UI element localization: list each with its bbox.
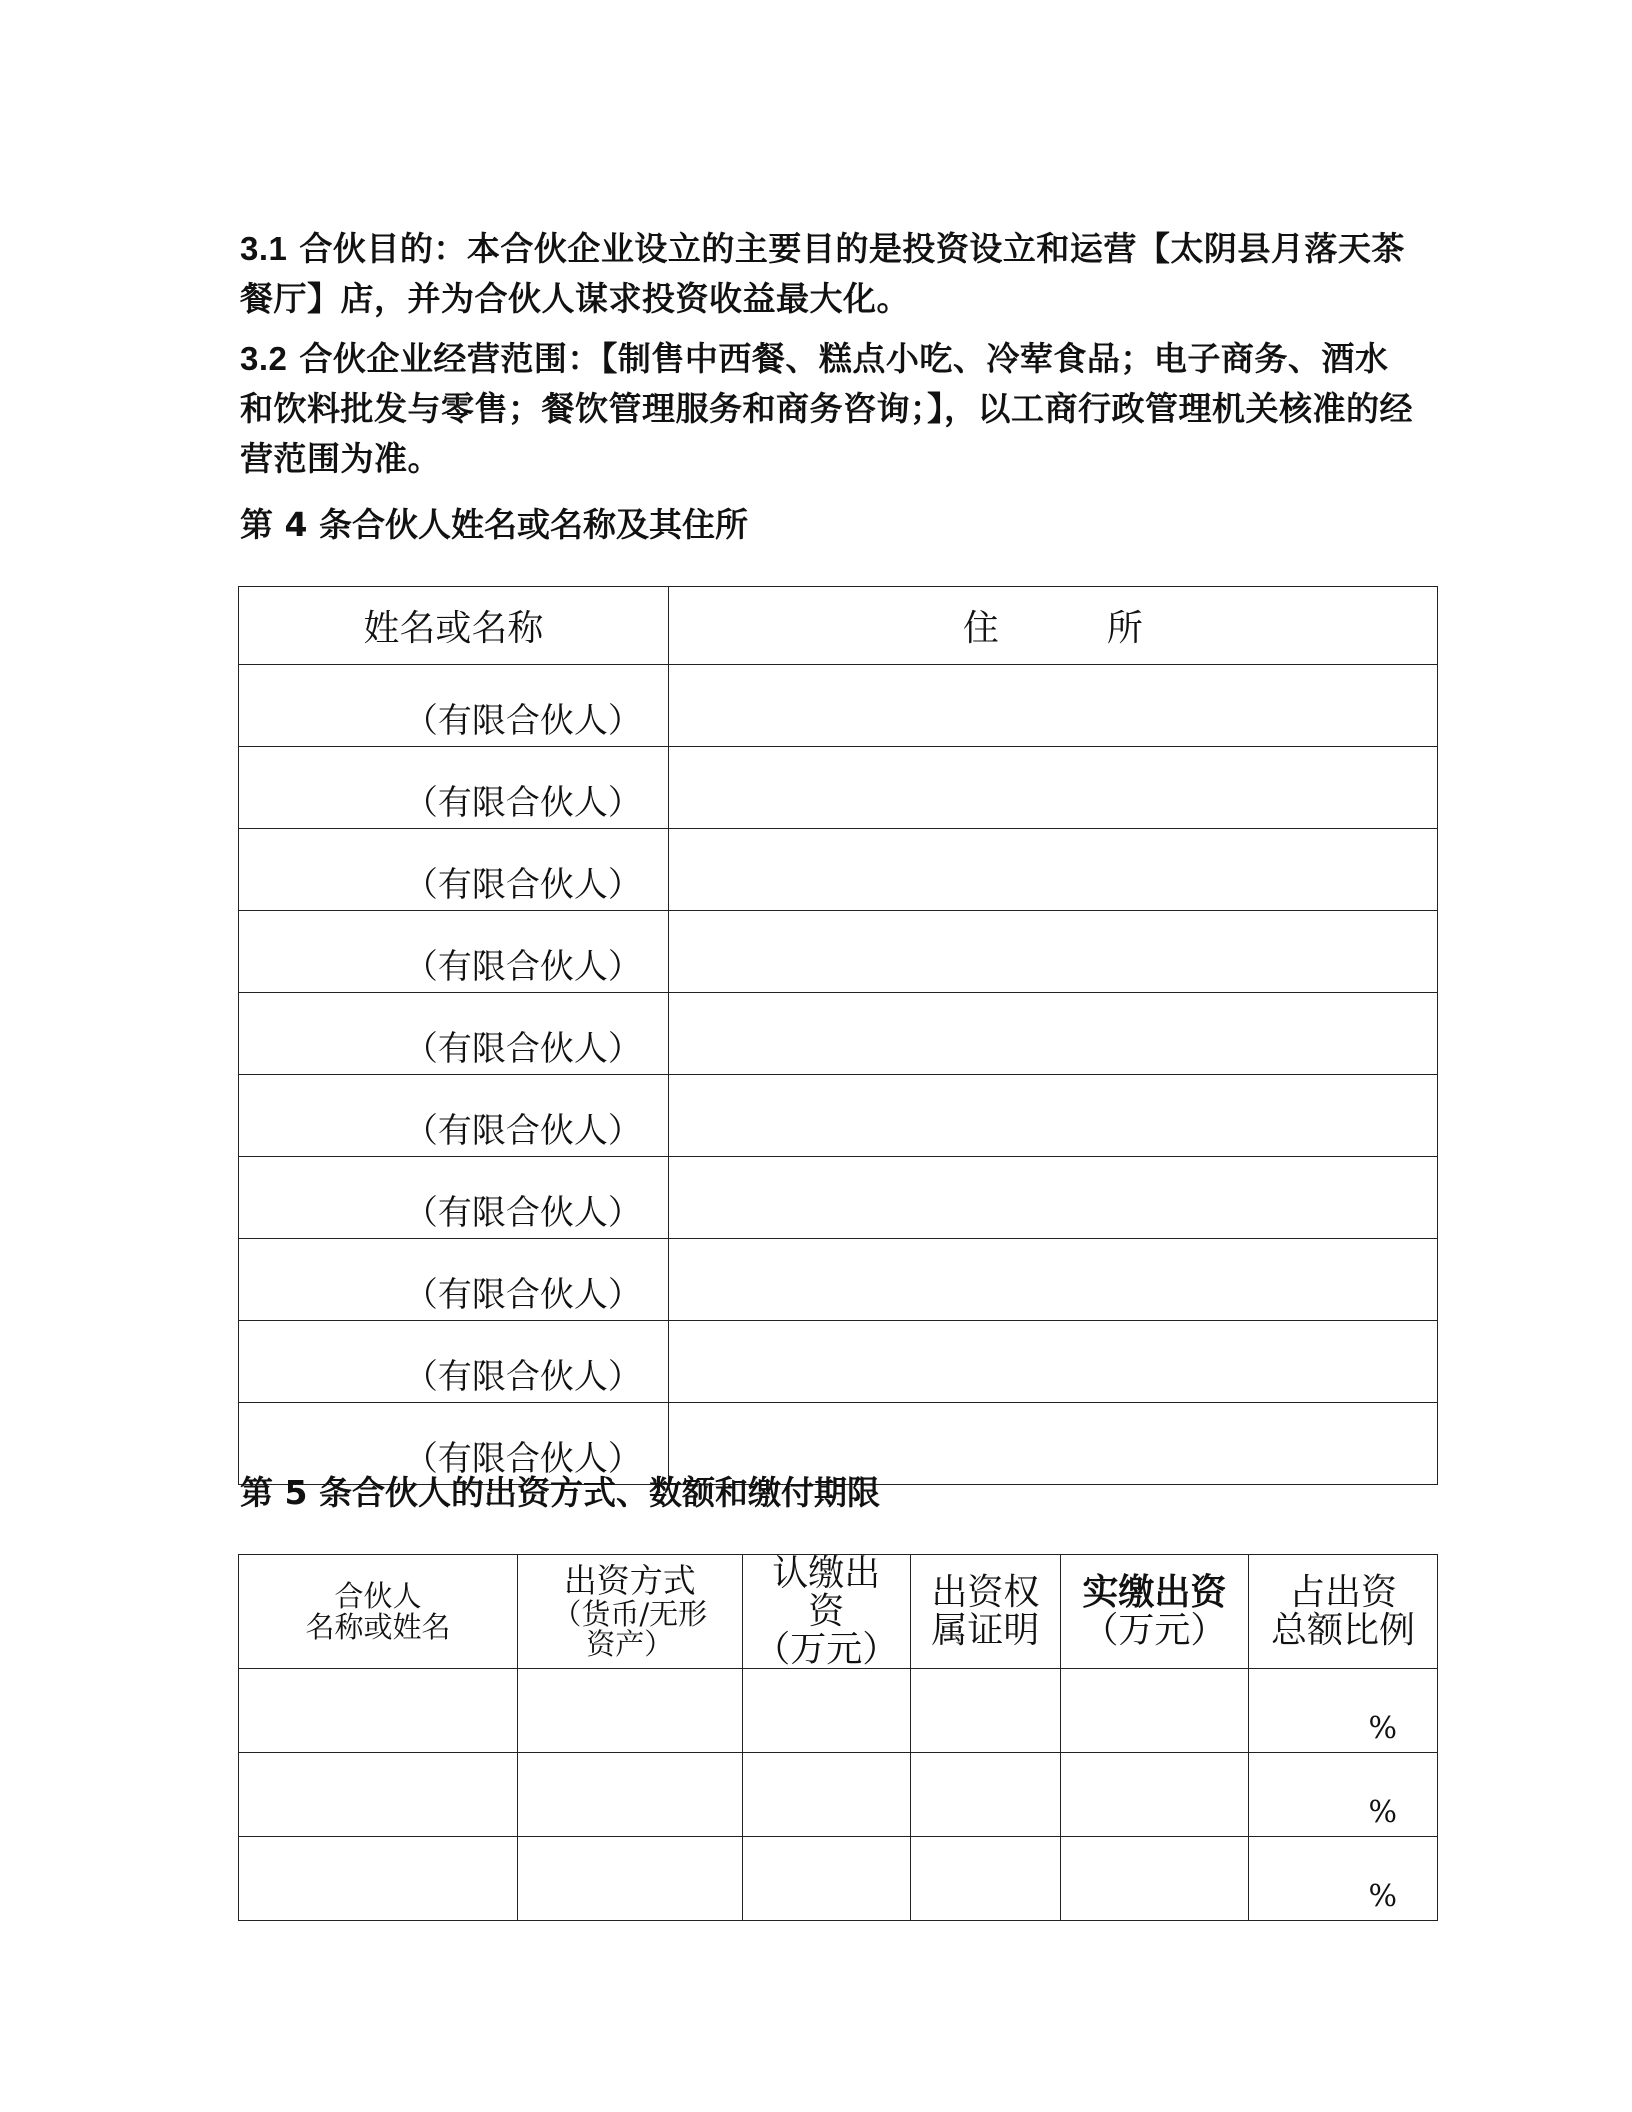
partner-name-cell[interactable]: （有限合伙人） <box>239 1403 669 1485</box>
proof-cell[interactable] <box>910 1669 1060 1753</box>
partner-address-table <box>238 586 1438 1485</box>
partner-name-cell[interactable]: （有限合伙人） <box>239 829 669 911</box>
section-5-heading: 第 5 条合伙人的出资方式、数额和缴付期限 <box>240 1473 880 1512</box>
partner-name-cell[interactable]: （有限合伙人） <box>239 665 669 747</box>
paid-cell[interactable] <box>1060 1753 1248 1837</box>
table-row <box>239 1669 1438 1753</box>
header-line: 出资方式 <box>563 1560 696 1600</box>
partner-address-cell[interactable] <box>668 665 1437 747</box>
partner-name-cell[interactable]: （有限合伙人） <box>239 1157 669 1239</box>
partner-name-cell[interactable]: （有限合伙人） <box>239 993 669 1075</box>
header-line: （万元） <box>754 1628 899 1670</box>
header-line: 认缴出 <box>772 1553 881 1594</box>
header-line: 资产） <box>586 1627 674 1662</box>
partner-address-cell[interactable] <box>668 1239 1437 1321</box>
method-cell[interactable] <box>517 1753 742 1837</box>
ratio-cell[interactable]: % <box>1248 1669 1437 1753</box>
partner-address-cell[interactable] <box>668 911 1437 993</box>
header-line: 属证明 <box>931 1609 1040 1651</box>
paid-cell[interactable] <box>1060 1837 1248 1921</box>
header-line: 名称或姓名 <box>305 1609 451 1644</box>
clause-3-1-number: 3.1 <box>240 230 288 267</box>
contribution-table <box>238 1554 1438 1921</box>
partner-address-cell[interactable] <box>668 1075 1437 1157</box>
header-line: 出资权 <box>931 1571 1040 1613</box>
section-4-heading: 第 4 条合伙人姓名或名称及其住所 <box>240 505 748 544</box>
partner-address-cell[interactable] <box>668 1157 1437 1239</box>
partner-name-cell[interactable]: （有限合伙人） <box>239 911 669 993</box>
partner-name-cell[interactable]: （有限合伙人） <box>239 747 669 829</box>
header-line: 合伙人 <box>334 1579 422 1614</box>
partner-name-cell[interactable] <box>239 1837 518 1921</box>
partner-address-cell[interactable] <box>668 747 1437 829</box>
partner-address-cell[interactable] <box>668 993 1437 1075</box>
method-cell[interactable] <box>517 1837 742 1921</box>
table-row <box>239 1837 1438 1921</box>
table-row <box>239 911 1438 993</box>
clause-3-2-text: 合伙企业经营范围：【制售中西餐、糕点小吃、冷荤食品；电子商务、酒水和饮料批发与零售；餐饮管理服务和商务咨询；】，以工商行政管理机关核准的经营范围为准。 <box>240 339 1413 478</box>
subscribed-cell[interactable] <box>742 1753 910 1837</box>
column-header-partner <box>239 1555 518 1669</box>
clause-3-1-text: 合伙目的：本合伙企业设立的主要目的是投资设立和运营【太阴县月落天茶餐厅】店，并为合伙人谋求投资收益最大化。 <box>240 229 1405 318</box>
partner-address-cell[interactable] <box>668 1321 1437 1403</box>
proof-cell[interactable] <box>910 1753 1060 1837</box>
table-row <box>239 1075 1438 1157</box>
subscribed-cell[interactable] <box>742 1669 910 1753</box>
partner-address-cell[interactable] <box>668 829 1437 911</box>
table-row <box>239 747 1438 829</box>
table-header-row <box>239 1555 1438 1669</box>
column-header-address: 住 所 <box>668 587 1437 665</box>
column-header-paid <box>1060 1555 1248 1669</box>
paid-cell[interactable] <box>1060 1669 1248 1753</box>
column-header-method <box>517 1555 742 1669</box>
clause-3-2-number: 3.2 <box>240 340 288 377</box>
table-row <box>239 1753 1438 1837</box>
partner-name-cell[interactable]: （有限合伙人） <box>239 1239 669 1321</box>
table-row <box>239 1157 1438 1239</box>
method-cell[interactable] <box>517 1669 742 1753</box>
table-row <box>239 665 1438 747</box>
ratio-cell[interactable]: % <box>1248 1753 1437 1837</box>
header-line: 总额比例 <box>1270 1609 1415 1651</box>
clause-3-1 <box>240 224 1420 324</box>
header-line: 资 <box>808 1590 845 1632</box>
ratio-cell[interactable]: % <box>1248 1837 1437 1921</box>
subscribed-cell[interactable] <box>742 1837 910 1921</box>
header-line: 占出资 <box>1288 1571 1397 1613</box>
column-header-proof <box>910 1555 1060 1669</box>
header-line: （货币/无形 <box>552 1596 708 1631</box>
table-header-row <box>239 587 1438 665</box>
partner-name-cell[interactable] <box>239 1753 518 1837</box>
column-header-name: 姓名或名称 <box>239 587 669 665</box>
partner-name-cell[interactable] <box>239 1669 518 1753</box>
clause-3-2 <box>240 334 1420 484</box>
table-row <box>239 1239 1438 1321</box>
proof-cell[interactable] <box>910 1837 1060 1921</box>
table-row <box>239 993 1438 1075</box>
header-line: （万元） <box>1082 1609 1227 1651</box>
table-row <box>239 1321 1438 1403</box>
column-header-subscribed <box>742 1555 910 1669</box>
column-header-ratio <box>1248 1555 1437 1669</box>
header-line: 实缴出资 <box>1082 1570 1227 1613</box>
table-row <box>239 829 1438 911</box>
partner-name-cell[interactable]: （有限合伙人） <box>239 1075 669 1157</box>
partner-name-cell[interactable]: （有限合伙人） <box>239 1321 669 1403</box>
